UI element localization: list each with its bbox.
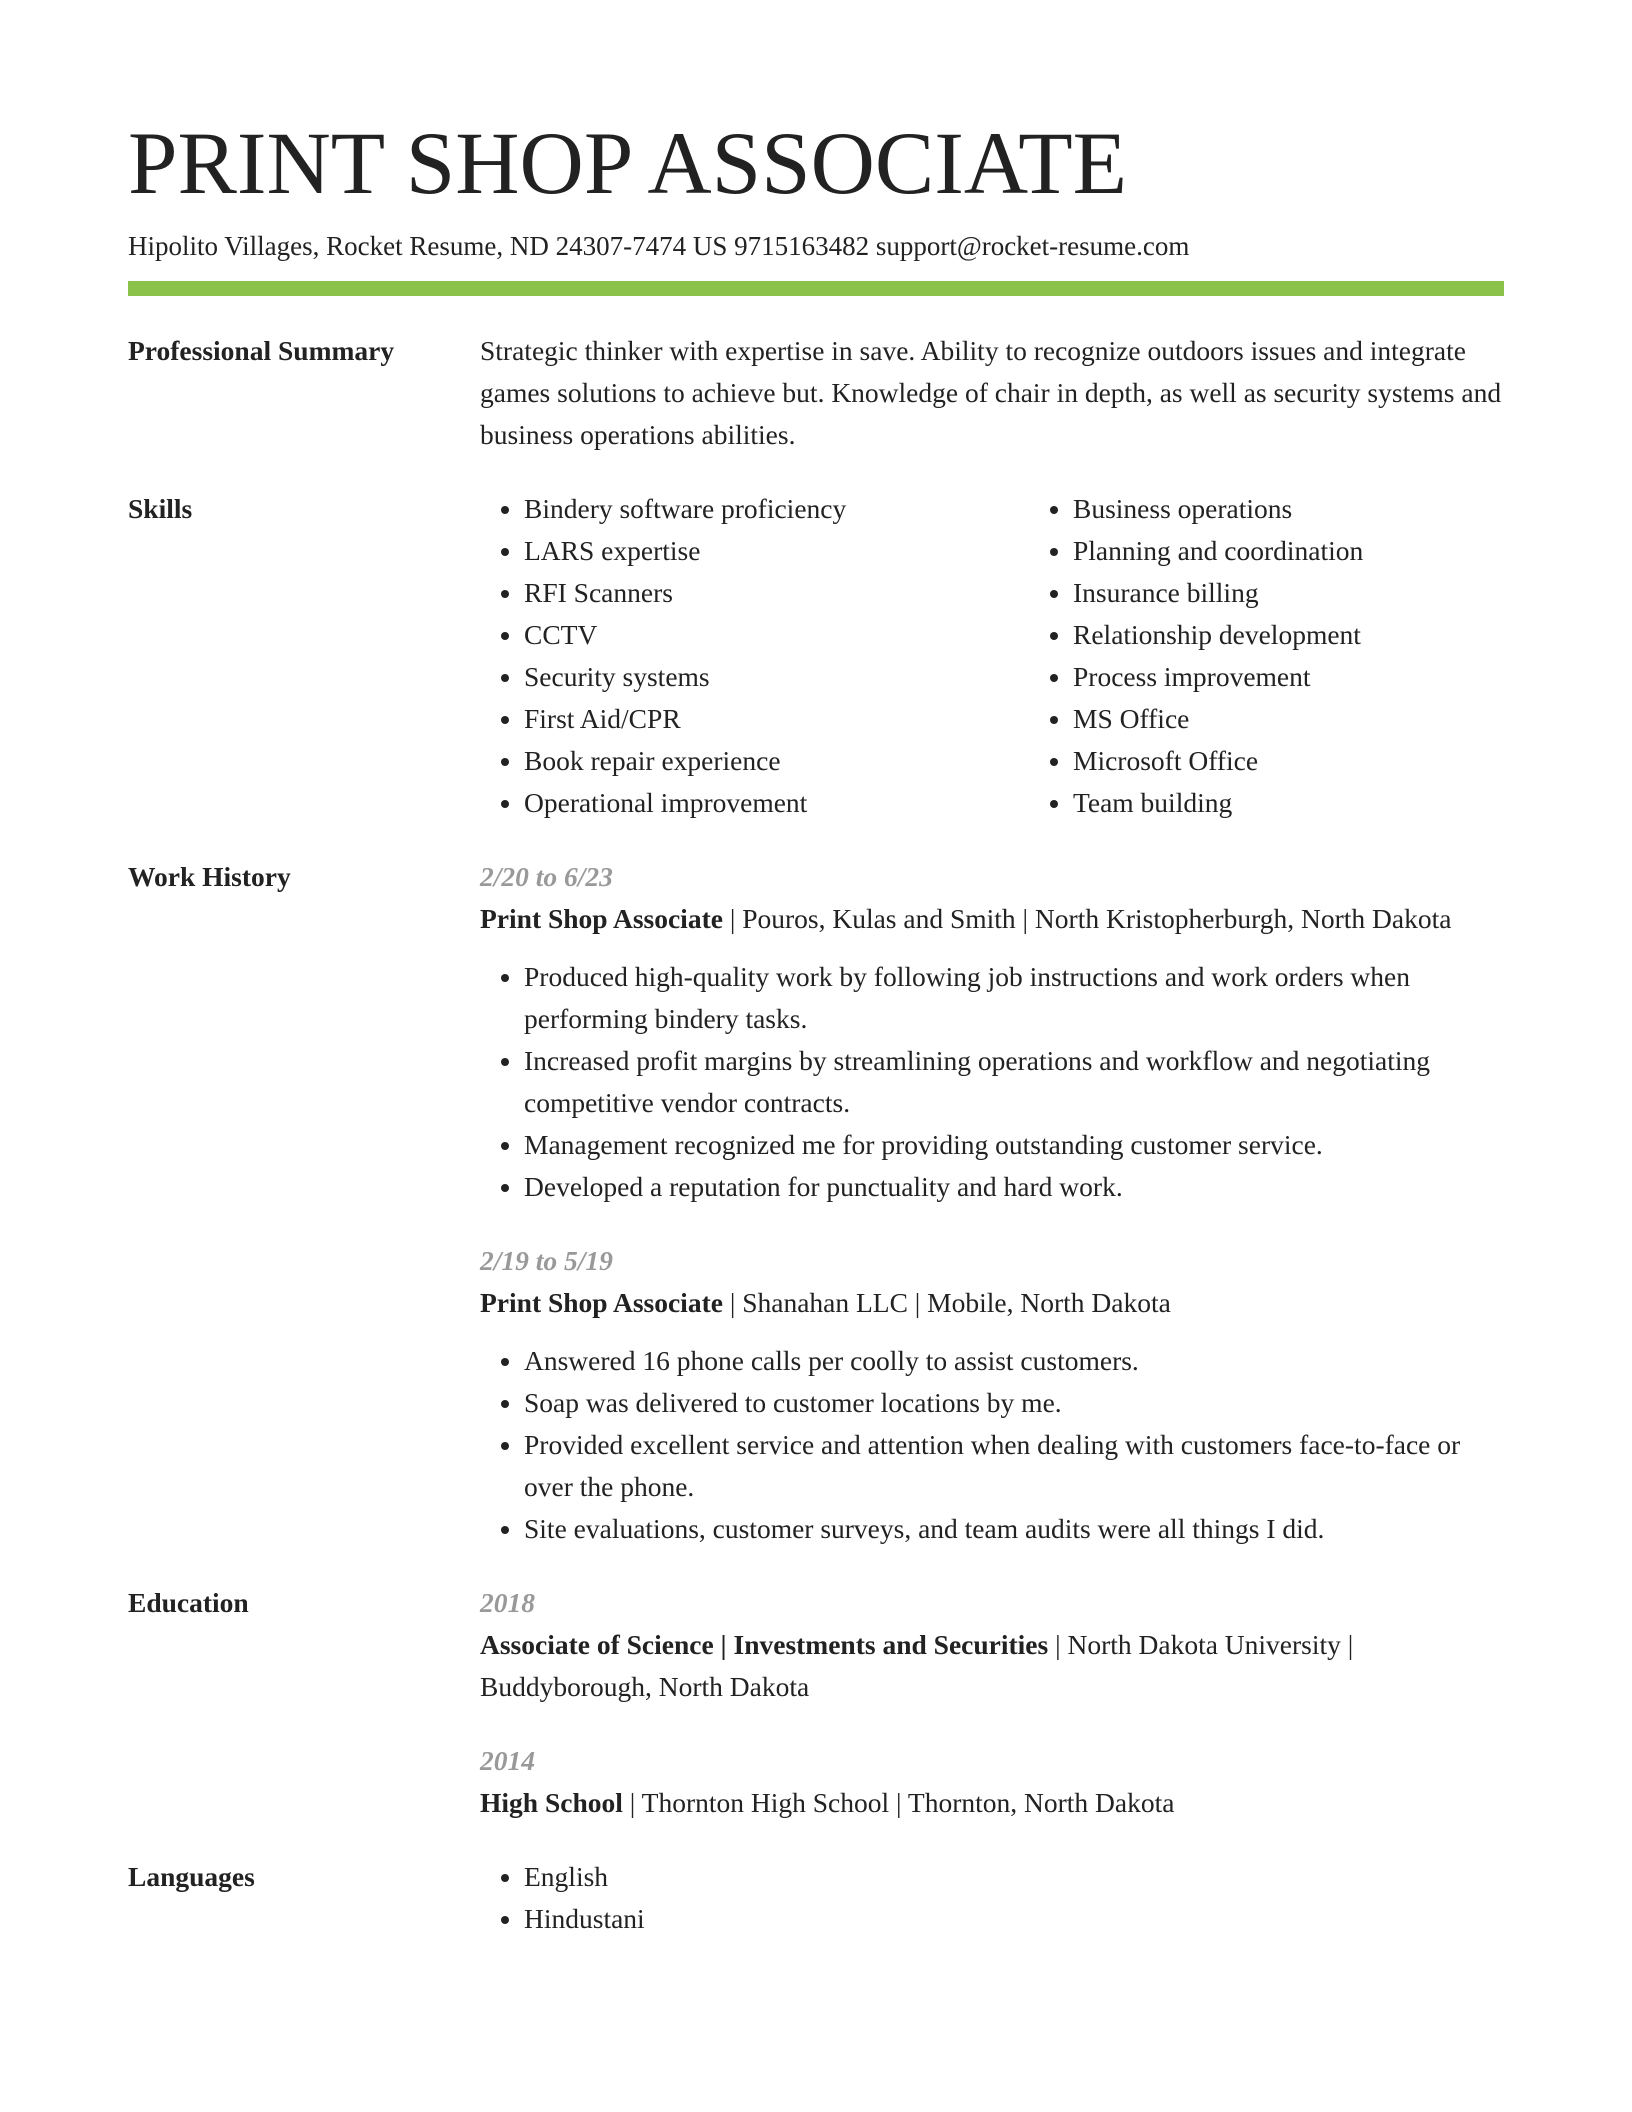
skill-item: • First Aid/CPR xyxy=(524,698,1029,740)
work-history-section xyxy=(128,856,1504,1550)
skill-item: • CCTV xyxy=(524,614,1029,656)
job-bullet: • Increased profit margins by streamlining operations and workflow and negotiating competitive vendor contracts. xyxy=(524,1040,1504,1124)
section-label-work: Work History xyxy=(128,860,291,892)
job-bullets xyxy=(480,1340,1504,1550)
education-heading xyxy=(480,1782,1504,1824)
job-bullet: • Produced high-quality work by following job instructions and work orders when performing bindery tasks. xyxy=(524,956,1504,1040)
resume-title: PRINT SHOP ASSOCIATE xyxy=(128,115,1128,213)
job-bullets xyxy=(480,956,1504,1208)
skill-item: • Team building xyxy=(1073,782,1578,824)
section-label-languages: Languages xyxy=(128,1860,255,1892)
job-bullet: • Provided excellent service and attention when dealing with customers face-to-face or over the phone. xyxy=(524,1424,1504,1508)
skill-item: • Insurance billing xyxy=(1073,572,1578,614)
education-entry xyxy=(480,1740,1504,1824)
summary-section xyxy=(128,330,1504,456)
job-date: 2/19 to 5/19 xyxy=(480,1244,613,1276)
education-date: 2014 xyxy=(480,1744,535,1776)
skill-item: • Bindery software proficiency xyxy=(524,488,1029,530)
job-details: | Shanahan LLC | Mobile, North Dakota xyxy=(722,1286,1171,1318)
education-date: 2018 xyxy=(480,1586,535,1618)
job-heading xyxy=(480,1282,1504,1324)
skill-item: • Relationship development xyxy=(1073,614,1578,656)
job-bullet: • Developed a reputation for punctuality and hard work. xyxy=(524,1166,1504,1208)
skill-item: • Microsoft Office xyxy=(1073,740,1578,782)
skills-section xyxy=(128,488,1504,824)
summary-text: Strategic thinker with expertise in save. Ability to recognize outdoors issues and integrate games solutions to achieve but. Knowledge of chair in depth, as well as security systems and business operations abilities. xyxy=(480,334,1502,450)
job-bullet: • Site evaluations, customer surveys, and team audits were all things I did. xyxy=(524,1508,1504,1550)
job-title: Print Shop Associate xyxy=(480,902,723,934)
languages-section xyxy=(128,1856,1504,1940)
contact-line: Hipolito Villages, Rocket Resume, ND 24307-7474 US 9715163482 support@rocket-resume.com xyxy=(128,231,1190,262)
skill-item: • MS Office xyxy=(1073,698,1578,740)
language-item: • English xyxy=(524,1856,1504,1898)
skill-item: • Security systems xyxy=(524,656,1029,698)
skill-item: • LARS expertise xyxy=(524,530,1029,572)
job-heading xyxy=(480,898,1504,940)
skills-list-right xyxy=(1029,488,1578,824)
skill-item: • Planning and coordination xyxy=(1073,530,1578,572)
skill-item: • RFI Scanners xyxy=(524,572,1029,614)
job-bullet: • Soap was delivered to customer locations by me. xyxy=(524,1382,1504,1424)
section-label-skills: Skills xyxy=(128,492,193,524)
skill-item: • Process improvement xyxy=(1073,656,1578,698)
skill-item: • Operational improvement xyxy=(524,782,1029,824)
languages-list xyxy=(480,1856,1504,1940)
education-heading xyxy=(480,1624,1504,1708)
language-item: • Hindustani xyxy=(524,1898,1504,1940)
skill-item: • Business operations xyxy=(1073,488,1578,530)
skills-list-left xyxy=(480,488,1029,824)
education-details: | North Dakota University | Buddyborough, North Dakota xyxy=(480,1628,1354,1702)
job-entry xyxy=(480,1240,1504,1550)
education-entry xyxy=(480,1582,1504,1708)
job-bullet: • Management recognized me for providing outstanding customer service. xyxy=(524,1124,1504,1166)
section-label-summary: Professional Summary xyxy=(128,334,395,366)
education-degree: High School xyxy=(480,1786,623,1818)
accent-divider xyxy=(128,281,1504,296)
job-bullet: • Answered 16 phone calls per coolly to assist customers. xyxy=(524,1340,1504,1382)
job-date: 2/20 to 6/23 xyxy=(480,860,613,892)
section-label-education: Education xyxy=(128,1586,249,1618)
skill-item: • Book repair experience xyxy=(524,740,1029,782)
job-details: | Pouros, Kulas and Smith | North Kristopherburgh, North Dakota xyxy=(722,902,1452,934)
job-title: Print Shop Associate xyxy=(480,1286,723,1318)
job-entry xyxy=(480,856,1504,1208)
education-section xyxy=(128,1582,1504,1824)
education-degree: Associate of Science | Investments and Securities xyxy=(480,1628,1049,1660)
education-details: | Thornton High School | Thornton, North Dakota xyxy=(622,1786,1175,1818)
